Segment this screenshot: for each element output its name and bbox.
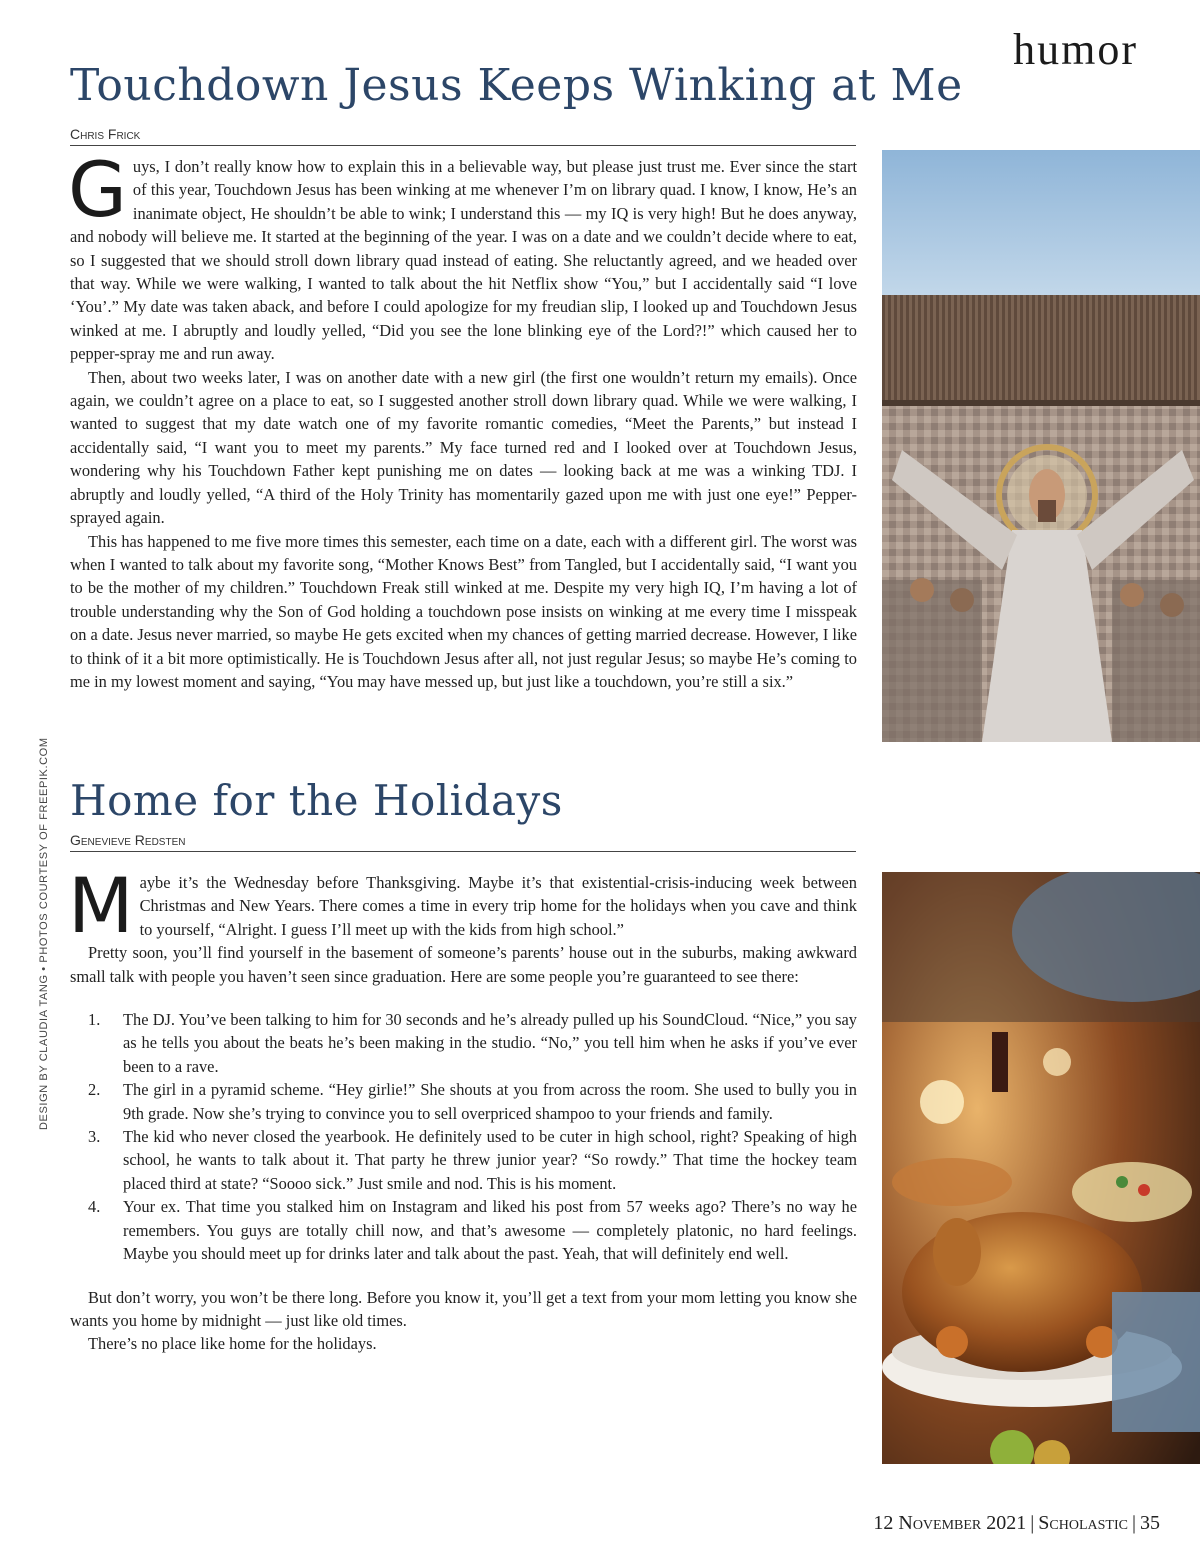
touchdown-jesus-mural-photo xyxy=(882,150,1200,742)
list-text: The girl in a pyramid scheme. “Hey girlie!” She shouts at you from across the room. She used to bully you in 9th grade. Now she’s trying to convince you to sell overpriced shampoo to your friends and family. xyxy=(123,1080,857,1123)
article-byline: Genevieve Redsten xyxy=(70,832,856,852)
holiday-turkey-photo xyxy=(882,872,1200,1464)
turkey-illustration xyxy=(882,872,1200,1464)
paragraph: Pretty soon, you’ll find yourself in the basement of someone’s parents’ house out in the suburbs, making awkward small talk with people you haven’t seen since graduation. Here are some people you’re guaranteed to see there: xyxy=(70,943,857,986)
paragraph-text: aybe it’s the Wednesday before Thanksgiving. Maybe it’s that existential-crisis-inducing week between Christmas and New Years. There comes a time in every trip home for the holidays when you cave and think to yourself, “Alright. I guess I’ll meet up with the kids from high school.” xyxy=(139,873,857,939)
paragraph: This has happened to me five more times this semester, each time on a date, each with a different girl. The worst was when I wanted to talk about my favorite song, “Mother Knows Best” from Tangled, but I accidentally said, “I want you to be the mother of my children.” Touchdown Freak still winked at me. Despite my very high IQ, I’m having a lot of trouble understanding why the Son of God holding a touchdown pose insists on winking at me every time I misspeak on a date. Jesus never married, so maybe He gets excited when my chances of getting married decrease. However, I like to think of it a bit more optimistically. He is Touchdown Jesus after all, not just regular Jesus; so maybe He’s coming to me in my lowest moment and saying, “You may have messed up, but just like a touchdown, you’re still a six.” xyxy=(70,531,857,691)
list-item xyxy=(70,1125,857,1195)
list-number: 1. xyxy=(88,1010,101,1030)
list-text: The DJ. You’ve been talking to him for 30 seconds and he’s already pulled up his SoundCloud. “Nice,” you say as he tells you about the beats he’s been making in the studio. “No,” you tell him when he asks if you’ve ever been to a rave. xyxy=(123,1010,857,1076)
paragraph: There’s no place like home for the holidays. xyxy=(88,1334,377,1354)
section-label: humor xyxy=(1013,25,1138,74)
footer-separator: | xyxy=(1030,1512,1035,1534)
list-text: Your ex. That time you stalked him on Instagram and liked his post from 57 weeks ago? There’s no way he remembers. You guys are totally chill now, and that’s awesome — completely platonic, no hard feelings. Maybe you should meet up for drinks later and talk about the past. Yeah, that will definitely end well. xyxy=(123,1197,857,1264)
footer-separator: | xyxy=(1131,1512,1136,1534)
list-item xyxy=(70,1008,857,1078)
list-number: 3. xyxy=(88,1127,101,1147)
article-title: Touchdown Jesus Keeps Winking at Me xyxy=(70,60,963,111)
publication-name: Scholastic xyxy=(1038,1512,1128,1534)
design-credit: DESIGN BY CLAUDIA TANG • PHOTOS COURTESY OF FREEPIK.COM xyxy=(38,737,50,1130)
paragraph xyxy=(68,145,857,366)
article-body xyxy=(68,861,857,1356)
paragraph-text: uys, I don’t really know how to explain this in a believable way, but please just trust me. Ever since the start of this year, Touchdown Jesus has been winking at me whenever I’m on library quad. I know, I know, He’s an inanimate object, He shouldn’t be able to wink; I understand this — my IQ is very high! But he does anyway, and nobody will believe me. It started at the beginning of the year. I was on a date and we couldn’t decide where to eat, so I suggested that we should stroll down library quad instead of eating. She reluctantly agreed, and we headed over that way. While we were walking, I wanted to talk about the hit Netflix show “You,” but I accidentally said “I love ‘You’.” My date was taken aback, and before I could apologize for my freudian slip, I looked up and Touchdown Jesus winked at me. I abruptly and loudly yelled, “Did you see the lone blinking eye of the Lord?!” which caused her to pepper-spray me and run away. xyxy=(70,157,857,364)
list-item xyxy=(70,1195,857,1265)
list-number: 2. xyxy=(88,1080,101,1100)
paragraph: Then, about two weeks later, I was on another date with a new girl (the first one wouldn’t return my emails). Once again, we couldn’t agree on a place to eat, so I suggested another stroll down library quad. While we were walking, I wanted to suggest that my date watch one of my favorite romantic comedies, “Meet the Parents,” but instead I accidentally said, “I want you to meet my parents.” My face turned red and I looked over at Touchdown Jesus, wondering why his Touchdown Father kept punishing me on dates — looking back at me was a winking TDJ. I abruptly and loudly yelled, “A third of the Holy Trinity has momentarily gazed upon me with just one eye!” Pepper-sprayed again. xyxy=(70,367,857,528)
paragraph xyxy=(68,861,857,950)
list-number: 4. xyxy=(88,1197,101,1217)
page-number: 35 xyxy=(1140,1512,1160,1534)
article-body xyxy=(68,145,857,693)
people-list xyxy=(70,1008,857,1265)
drop-cap: M xyxy=(68,861,134,950)
drop-cap: G xyxy=(68,145,127,234)
list-item xyxy=(70,1078,857,1125)
page-footer xyxy=(873,1512,1160,1535)
mural-illustration xyxy=(882,150,1200,742)
article-title: Home for the Holidays xyxy=(70,776,563,825)
paragraph: But don’t worry, you won’t be there long. Before you know it, you’ll get a text from your mom letting you know she wants you home by midnight — just like old times. xyxy=(70,1287,857,1330)
issue-date: 12 November 2021 xyxy=(873,1512,1027,1534)
list-text: The kid who never closed the yearbook. He definitely used to be cuter in high school, right? Speaking of high school, he wants to talk about it. That party he threw junior year? “So rowdy.” That time the hockey team placed third at state? “Soooo sick.” Just smile and nod. This is his moment. xyxy=(123,1127,857,1193)
article-byline: Chris Frick xyxy=(70,126,856,146)
